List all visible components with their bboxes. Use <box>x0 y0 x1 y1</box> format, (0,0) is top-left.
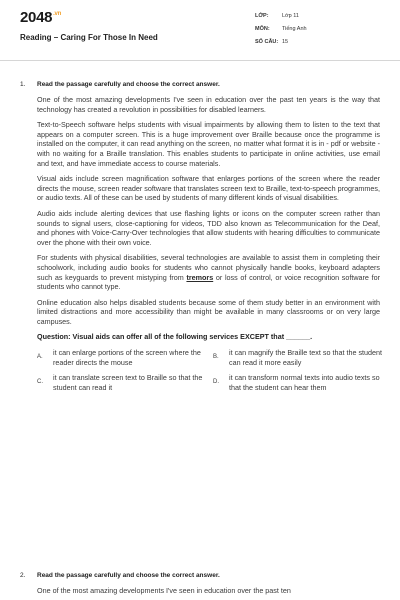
answer-option-a[interactable] <box>37 348 207 367</box>
meta-value: Tiếng Anh <box>282 26 307 32</box>
question-1-passage <box>37 95 383 392</box>
header-divider <box>0 60 400 61</box>
option-label: B. <box>213 353 219 360</box>
question-prompt: Question: Visual aids can offer all of the following services EXCEPT that ______. <box>37 332 313 342</box>
meta-value: 15 <box>282 39 289 45</box>
passage-paragraph: Text-to-Speech software helps students with visual impairments by allowing them to listen to the text that appears on a computer screen. This is a huge improvement over Braille because once the programme is installed on the computer, it can read anything on the screen, no matter what format it is in - pdf or website - with no waiting for a Braille translation. This enables students to participate in online activities, use email and text, and have immediate access to course materials. <box>37 120 380 168</box>
paragraph-text: For students with physical disabilities, several technologies are available to assist them in completing their schoolwork, including audio books for students who cannot physically handle books, keyboard adapters such as keyguards to prevent mistyping from <box>37 253 380 282</box>
passage-paragraph: One of the most amazing developments I've seen in education over the past ten <box>37 586 291 595</box>
site-logo[interactable] <box>20 9 61 26</box>
option-text: it can translate screen text to Braille so that the student can read it <box>53 373 203 392</box>
meta-key: MÔN: <box>255 26 270 32</box>
option-text: it can enlarge portions of the screen where the reader directs the mouse <box>53 348 201 367</box>
logo-suffix: .vn <box>53 11 61 17</box>
option-label: C. <box>37 379 43 386</box>
answer-option-b[interactable] <box>213 348 383 367</box>
paragraph-text: or loss of control, or voice recognition software for students who cannot type. <box>37 272 380 292</box>
option-label: D. <box>213 379 219 386</box>
answer-options <box>37 348 383 392</box>
meta-key: LỚP: <box>255 13 269 19</box>
meta-row-count <box>255 39 307 52</box>
passage-paragraph: Audio aids include alerting devices that use flashing lights or icons on the computer screen rather than sounds to signal users, close-captioning for videos, TDD also known as Telecommunication for the Deaf, and phones with Voice-Carry-Over technologies that allow students with hearing difficulties to communicate over the phone with their own voice. <box>37 208 380 247</box>
answer-option-c[interactable] <box>37 373 207 392</box>
question-number: 2. <box>20 572 26 579</box>
question-2-passage <box>37 586 380 596</box>
meta-key: SỐ CÂU: <box>255 39 279 45</box>
underlined-word: tremors <box>186 272 214 282</box>
option-text: it can transform normal texts into audio texts so that the student can hear them <box>229 373 380 392</box>
question-1-instruction <box>20 81 220 88</box>
meta-row-class <box>255 13 307 26</box>
answer-option-d[interactable] <box>213 373 383 392</box>
question-number: 1. <box>20 81 26 88</box>
instruction-text: Read the passage carefully and choose the correct answer. <box>37 572 220 579</box>
option-text: it can magnify the Braille text so that the student can read it more easily <box>229 348 383 367</box>
logo-main: 2048 <box>20 9 53 26</box>
instruction-text: Read the passage carefully and choose the correct answer. <box>37 81 220 88</box>
question-2-instruction <box>20 572 220 579</box>
passage-paragraph: Online education also helps disabled students because some of them study better in an environment with limited distractions and more accessibility than might be available in many classrooms or on very large campuses. <box>37 297 380 326</box>
passage-paragraph: One of the most amazing developments I've seen in education over the past ten years is the way that technology has created a revolution in possibilities for disabled learners. <box>37 95 380 114</box>
meta-info <box>255 13 307 52</box>
meta-value: Lớp 11 <box>282 13 299 19</box>
option-label: A. <box>37 353 43 360</box>
document-title: Reading – Caring For Those In Need <box>20 33 158 42</box>
meta-row-subject <box>255 26 307 39</box>
passage-paragraph <box>37 253 380 291</box>
passage-paragraph: Visual aids include screen magnification software that enlarges portions of the screen where the reader directs the mouse, screen reader software that translates screen text to Braille, text-to-speech programmes, or audio texts. All of these can be used by students of many different kinds of visual disabilities. <box>37 174 380 203</box>
